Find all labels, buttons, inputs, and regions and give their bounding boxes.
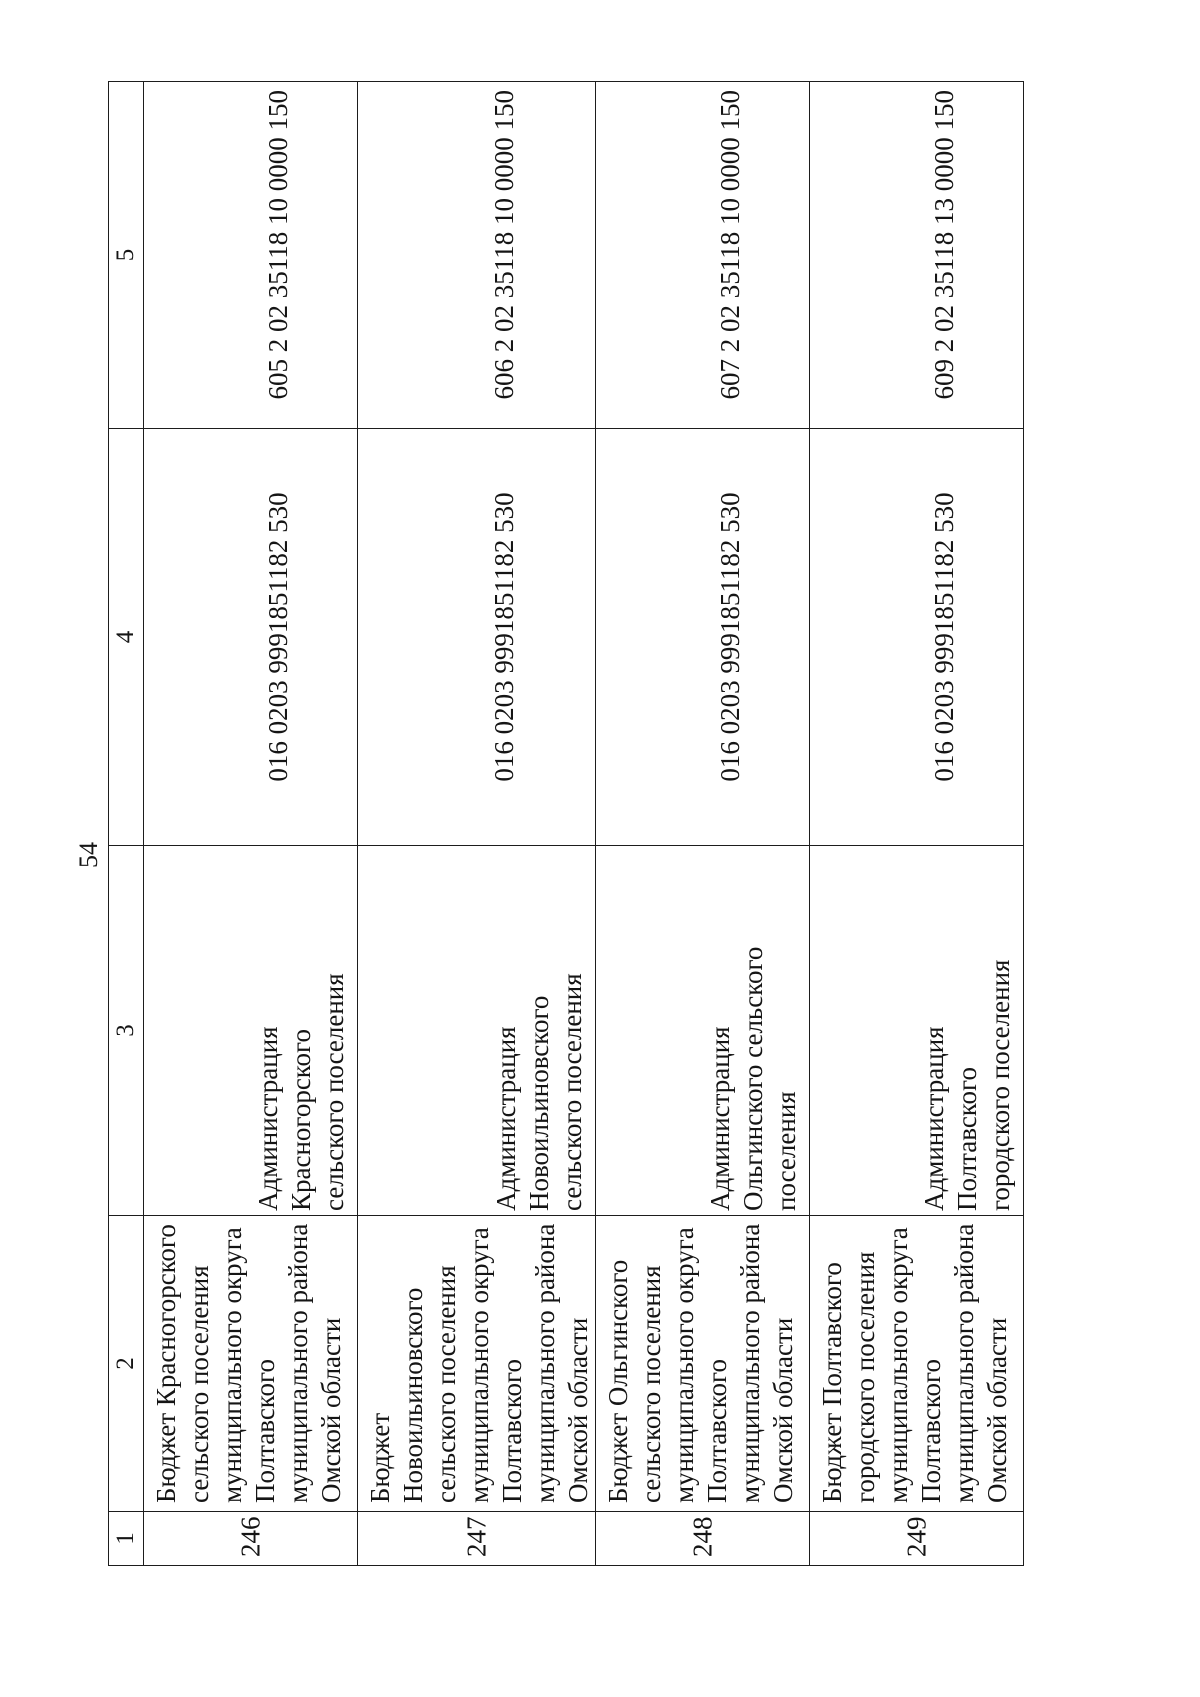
expense-code: 016 0203 9991851182 530	[263, 492, 293, 782]
row-number: 248	[687, 1516, 717, 1557]
expense-code: 016 0203 9991851182 530	[489, 492, 519, 782]
table-row	[144, 82, 358, 1566]
table-row	[810, 82, 1024, 1566]
row-number-cell	[358, 1512, 596, 1566]
revenue-code-cell	[810, 82, 1024, 429]
expense-code: 016 0203 9991851182 530	[929, 492, 959, 782]
budget-name: Бюджет Красногорского сельского поселения муниципального округа Полтавского муниципального района Омской области	[151, 1223, 346, 1503]
header-row	[109, 82, 144, 1566]
budget-name: Бюджет Полтавского городского поселения муниципального округа Полтавского муниципального района Омской области	[817, 1223, 1012, 1503]
expense-code: 016 0203 9991851182 530	[715, 492, 745, 782]
administrator-name: Администрация Полтавского городского поселения	[919, 959, 1015, 1211]
row-number-cell	[144, 1512, 358, 1566]
revenue-code-cell	[358, 82, 596, 429]
table-row	[358, 82, 596, 1566]
revenue-code-cell	[144, 82, 358, 429]
administrator-name: Администрация Красногорского сельского поселения	[253, 973, 349, 1211]
row-number: 246	[235, 1516, 265, 1557]
expense-code-cell	[144, 429, 358, 846]
budget-name: Бюджет Ольгинского сельского поселения муниципального округа Полтавского муниципального района Омской области	[603, 1223, 798, 1503]
budget-name-cell	[596, 1216, 810, 1512]
expense-code-cell	[596, 429, 810, 846]
header-cell-4: 4	[109, 429, 144, 846]
row-number-cell	[596, 1512, 810, 1566]
revenue-code-cell	[596, 82, 810, 429]
administrator-cell	[358, 846, 596, 1216]
revenue-code: 606 2 02 35118 10 0000 150	[489, 90, 519, 400]
budget-name: Бюджет Новоильиновского сельского поселения муниципального округа Полтавского муниципального района Омской области	[365, 1223, 593, 1503]
administrator-cell	[144, 846, 358, 1216]
header-cell-5: 5	[109, 82, 144, 429]
budget-table	[108, 81, 1024, 1566]
administrator-cell	[596, 846, 810, 1216]
row-number: 249	[901, 1516, 931, 1557]
header-cell-3: 3	[109, 846, 144, 1216]
table-row	[596, 82, 810, 1566]
rotated-table-container	[74, 82, 1023, 1566]
header-cell-2: 2	[109, 1216, 144, 1512]
administrator-name: Администрация Новоильиновского сельского поселения	[491, 973, 587, 1211]
revenue-code: 609 2 02 35118 13 0000 150	[929, 90, 959, 400]
expense-code-cell	[358, 429, 596, 846]
revenue-code: 605 2 02 35118 10 0000 150	[263, 90, 293, 400]
header-cell-1: 1	[109, 1512, 144, 1566]
budget-name-cell	[144, 1216, 358, 1512]
revenue-code: 607 2 02 35118 10 0000 150	[715, 90, 745, 400]
expense-code-cell	[810, 429, 1024, 846]
page-number: 54	[74, 842, 103, 868]
administrator-cell	[810, 846, 1024, 1216]
budget-name-cell	[358, 1216, 596, 1512]
row-number: 247	[461, 1516, 491, 1557]
row-number-cell	[810, 1512, 1024, 1566]
budget-name-cell	[810, 1216, 1024, 1512]
administrator-name: Администрация Ольгинского сельского поселения	[705, 946, 801, 1211]
